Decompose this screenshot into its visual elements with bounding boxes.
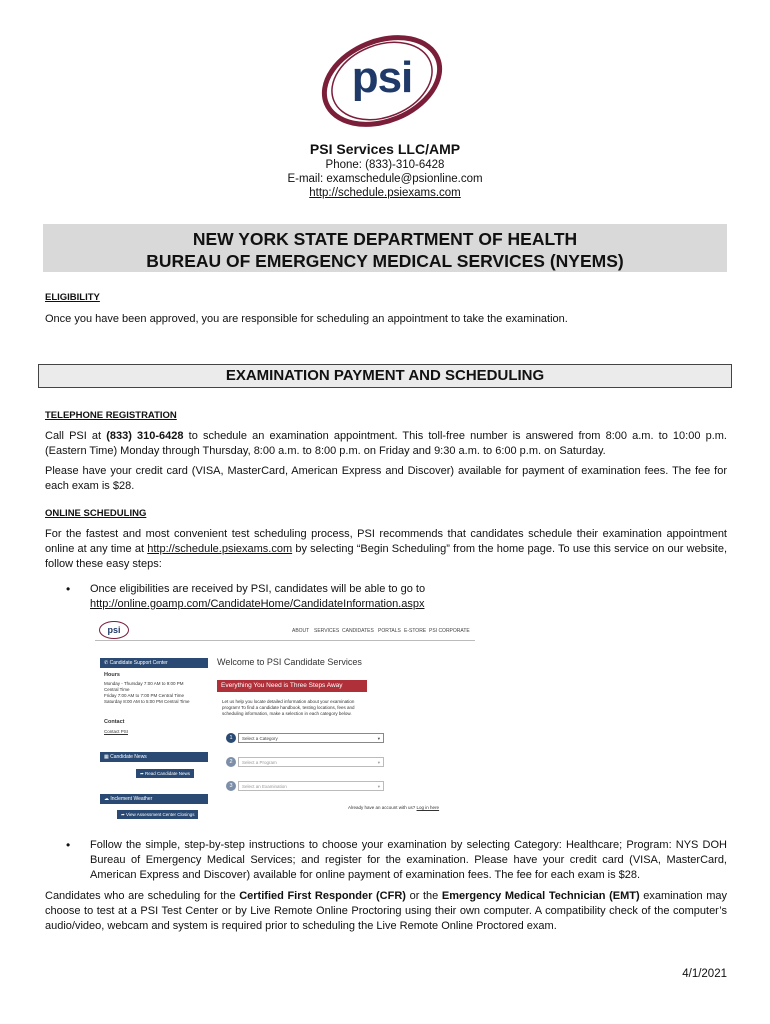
section-banner: EXAMINATION PAYMENT AND SCHEDULING [38, 364, 732, 388]
screenshot-nav [95, 618, 475, 641]
view-closings-button[interactable]: ➦ View Assessment Center Closings [117, 810, 198, 819]
company-name: PSI Services LLC/AMP [309, 141, 461, 157]
phone: Phone: (833)-310-6428 [325, 159, 445, 171]
examination-select[interactable]: Select an Examination ▾ [238, 781, 384, 791]
hours-line-4: Saturday 8:00 AM to 5:00 PM Central Time [104, 699, 190, 704]
program-select[interactable]: Select a Program ▾ [238, 757, 384, 767]
candidate-info-link[interactable]: http://online.goamp.com/CandidateHome/CandidateInformation.aspx [90, 598, 425, 610]
chevron-down-icon: ▾ [377, 736, 380, 741]
hours-line-2: Central Time [104, 687, 130, 692]
bullet-2-text: Follow the simple, step-by-step instructions to choose your examination by selecting Category: Healthcare; Program: NYS DOH Bureau of Emergency Medical Services; and register for the examination. Please have your credit card (VISA, MasterCard, American Express and Discover) available for online payment of examination fees. The fee for each exam is $28. [90, 839, 727, 881]
eligibility-heading: ELIGIBILITY [45, 292, 100, 303]
title-banner [43, 224, 727, 272]
online-paragraph: For the fastest and most convenient test scheduling process, PSI recommends that candidates schedule their examination appointment online at any time at http://schedule.psiexams.com by selecting “Begin Scheduling” from the home page. To use this service on our website, follow these easy steps: [45, 528, 727, 570]
news-header: ▦ Candidate News [100, 752, 208, 762]
online-heading: ONLINE SCHEDULING [45, 508, 147, 519]
intro-text: Let us help you locate detailed information about your examination program! To find a candidate handbook, testing locations, fees and scheduling information, make a selection in each category below. [222, 699, 355, 716]
bullet-2: • [66, 838, 71, 852]
title-line-1: NEW YORK STATE DEPARTMENT OF HEALTH [192, 229, 578, 249]
nav-estore[interactable]: E-STORE [404, 628, 427, 634]
nav-services[interactable]: SERVICES [314, 628, 340, 634]
website-link[interactable]: http://schedule.psiexams.com [309, 187, 461, 199]
nav-candidates[interactable]: CANDIDATES [342, 628, 374, 634]
bullet-1: • [66, 582, 71, 596]
nav-portals[interactable]: PORTALS [378, 628, 401, 634]
screenshot-logo: psi [99, 621, 129, 639]
login-prompt: Already have an account with us? Log in here [348, 805, 440, 810]
chevron-down-icon: ▾ [377, 760, 380, 765]
email: E-mail: examschedule@psionline.com [287, 173, 483, 185]
hours-label: Hours [104, 672, 120, 678]
phone-number: (833) 310-6428 [106, 430, 184, 442]
telephone-heading: TELEPHONE REGISTRATION [45, 410, 177, 421]
contact-psi-link[interactable]: Contact PSI [104, 729, 129, 734]
psi-logo [318, 33, 446, 129]
chevron-down-icon: ▾ [377, 784, 380, 789]
step-3-number: 3 [226, 781, 236, 791]
title-line-2: BUREAU OF EMERGENCY MEDICAL SERVICES (NYEMS) [146, 251, 624, 271]
schedule-link[interactable]: http://schedule.psiexams.com [147, 543, 293, 555]
bullet-1-text: Once eligibilities are received by PSI, candidates will be able to go to http://online.goamp.com/CandidateHome/CandidateInformation.aspx [90, 583, 426, 610]
eligibility-text: Once you have been approved, you are responsible for scheduling an appointment to take the examination. [45, 313, 568, 325]
hours-line-3: Friday 7:00 AM to 7:00 PM Central Time [104, 693, 185, 698]
footer-date: 4/1/2021 [682, 968, 727, 980]
contact-label: Contact [104, 719, 125, 725]
welcome-title: Welcome to PSI Candidate Services [217, 657, 362, 667]
step-1-number: 1 [226, 733, 236, 743]
login-link[interactable]: Log in here [416, 805, 440, 810]
weather-header: ☁ Inclement Weather [100, 794, 208, 804]
steps-bar: Everything You Need is Three Steps Away [217, 680, 367, 692]
cfr-emt-paragraph: Candidates who are scheduling for the Certified First Responder (CFR) or the Emergency Medical Technician (EMT) examination may choose to test at a PSI Test Center or by Live Remote Online Proctoring using their own computer. A compatibility check of the computer’s audio/video, webcam and system is required prior to scheduling the Live Remote Online Proctored exam. [45, 890, 727, 932]
logo-text: psi [351, 53, 413, 102]
step-2-number: 2 [226, 757, 236, 767]
read-news-button[interactable]: ➦ Read Candidate News [136, 769, 194, 778]
category-select[interactable]: Select a Category ▾ [238, 733, 384, 743]
hours-line-1: Monday - Thursday 7:00 AM to 9:00 PM [104, 681, 184, 686]
credit-card-paragraph: Please have your credit card (VISA, MasterCard, American Express and Discover) available for payment of examination fees. The fee for each exam is $28. [45, 465, 727, 492]
support-header: ✆ Candidate Support Center [100, 658, 208, 668]
telephone-paragraph: Call PSI at (833) 310-6428 to schedule an examination appointment. This toll-free number is answered from 8:00 a.m. to 10:00 p.m. (Eastern Time) Monday through Thursday, 8:00 a.m. to 8:00 p.m. on Friday and 9:30 a.m. to 6:00 p.m. on Saturday. [45, 430, 727, 457]
candidate-services-screenshot [95, 618, 475, 824]
nav-psi-corporate[interactable]: PSI CORPORATE [429, 628, 470, 634]
nav-about[interactable]: ABOUT [292, 628, 310, 634]
